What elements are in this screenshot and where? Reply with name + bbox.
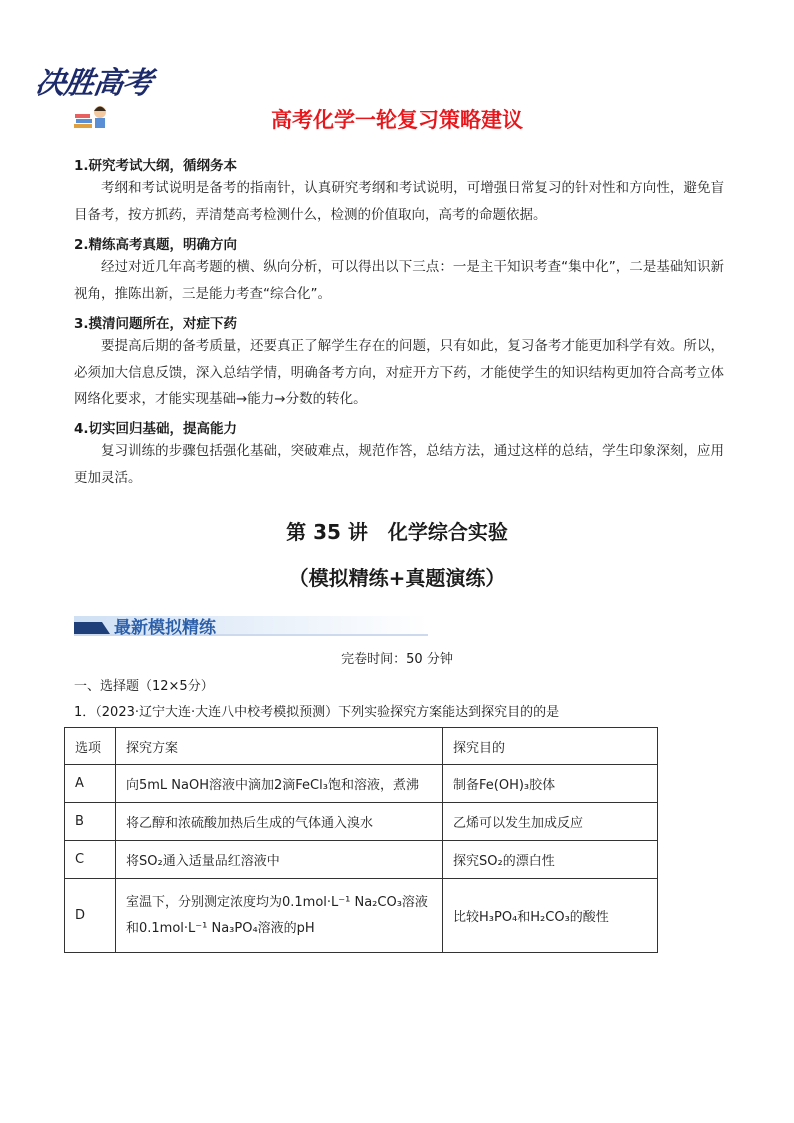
section-banner [74, 612, 428, 636]
section-body-1: 考纲和考试说明是备考的指南针，认真研究考纲和考试说明，可增强日常复习的针对性和方向性，避免盲目备考，按方抓药，弄清楚高考检测什么，检测的价值取向，高考的命题依据。 [74, 180, 724, 223]
page-title: 高考化学一轮复习策略建议 [271, 108, 523, 132]
row-c-plan: 将SO₂通入适量品红溶液中 [116, 841, 443, 879]
row-b-option: B [65, 803, 116, 841]
table-row [65, 765, 658, 803]
row-d-plan: 室温下，分别测定浓度均为0.1mol·L⁻¹ Na₂CO₃溶液和0.1mol·L⁻¹ Na₃PO₄溶液的pH [116, 879, 443, 953]
section-heading-3: 3.摸清问题所在，对症下药 [74, 316, 238, 332]
time-limit: 完卷时间：50 分钟 [341, 652, 453, 667]
header-plan: 探究方案 [116, 728, 443, 765]
question-1-stem: 1．（2023·辽宁大连·大连八中校考模拟预测）下列实验探究方案能达到探究目的的是 [74, 705, 560, 720]
row-c-option: C [65, 841, 116, 879]
header-goal: 探究目的 [443, 728, 658, 765]
row-b-goal: 乙烯可以发生加成反应 [443, 803, 658, 841]
section-body-2: 经过对近几年高考题的横、纵向分析，可以得出以下三点：一是主干知识考查“集中化”，二是基础知识新视角，推陈出新，三是能力考查“综合化”。 [74, 259, 724, 302]
row-a-option: A [65, 765, 116, 803]
lecture-subtitle: （模拟精练+真题演练） [288, 566, 506, 590]
row-b-plan: 将乙醇和浓硫酸加热后生成的气体通入溴水 [116, 803, 443, 841]
table-row [65, 879, 658, 953]
row-a-goal: 制备Fe(OH)₃胶体 [443, 765, 658, 803]
lecture-title: 第 35 讲 化学综合实验 [286, 520, 508, 544]
row-c-goal: 探究SO₂的漂白性 [443, 841, 658, 879]
section-body-4: 复习训练的步骤包括强化基础，突破难点，规范作答，总结方法，通过这样的总结，学生印象深刻，应用更加灵活。 [74, 443, 724, 486]
section-heading-4: 4.切实回归基础，提高能力 [74, 421, 238, 437]
table-header-row [65, 728, 658, 765]
table-row [65, 803, 658, 841]
row-d-option: D [65, 879, 116, 953]
options-table [64, 727, 658, 953]
question-type: 一、选择题（12×5分） [74, 679, 214, 694]
section-heading-2: 2.精练高考真题，明确方向 [74, 237, 238, 253]
header-option: 选项 [65, 728, 116, 765]
logo-text: 决胜高考 [33, 66, 154, 101]
row-d-goal: 比较H₃PO₄和H₂CO₃的酸性 [443, 879, 658, 953]
table-row [65, 841, 658, 879]
row-a-plan: 向5mL NaOH溶液中滴加2滴FeCl₃饱和溶液，煮沸 [116, 765, 443, 803]
section-body-3: 要提高后期的备考质量，还要真正了解学生存在的问题，只有如此，复习备考才能更加科学有效。所以，必须加大信息反馈，深入总结学情，明确备考方向，对症开方下药，才能使学生的知识结构更加符合高考立体网络化要求，才能实现基础→能力→分数的转化。 [74, 338, 724, 407]
section-heading-1: 1.研究考试大纲，循纲务本 [74, 158, 238, 174]
banner-label: 最新模拟精练 [114, 618, 216, 638]
